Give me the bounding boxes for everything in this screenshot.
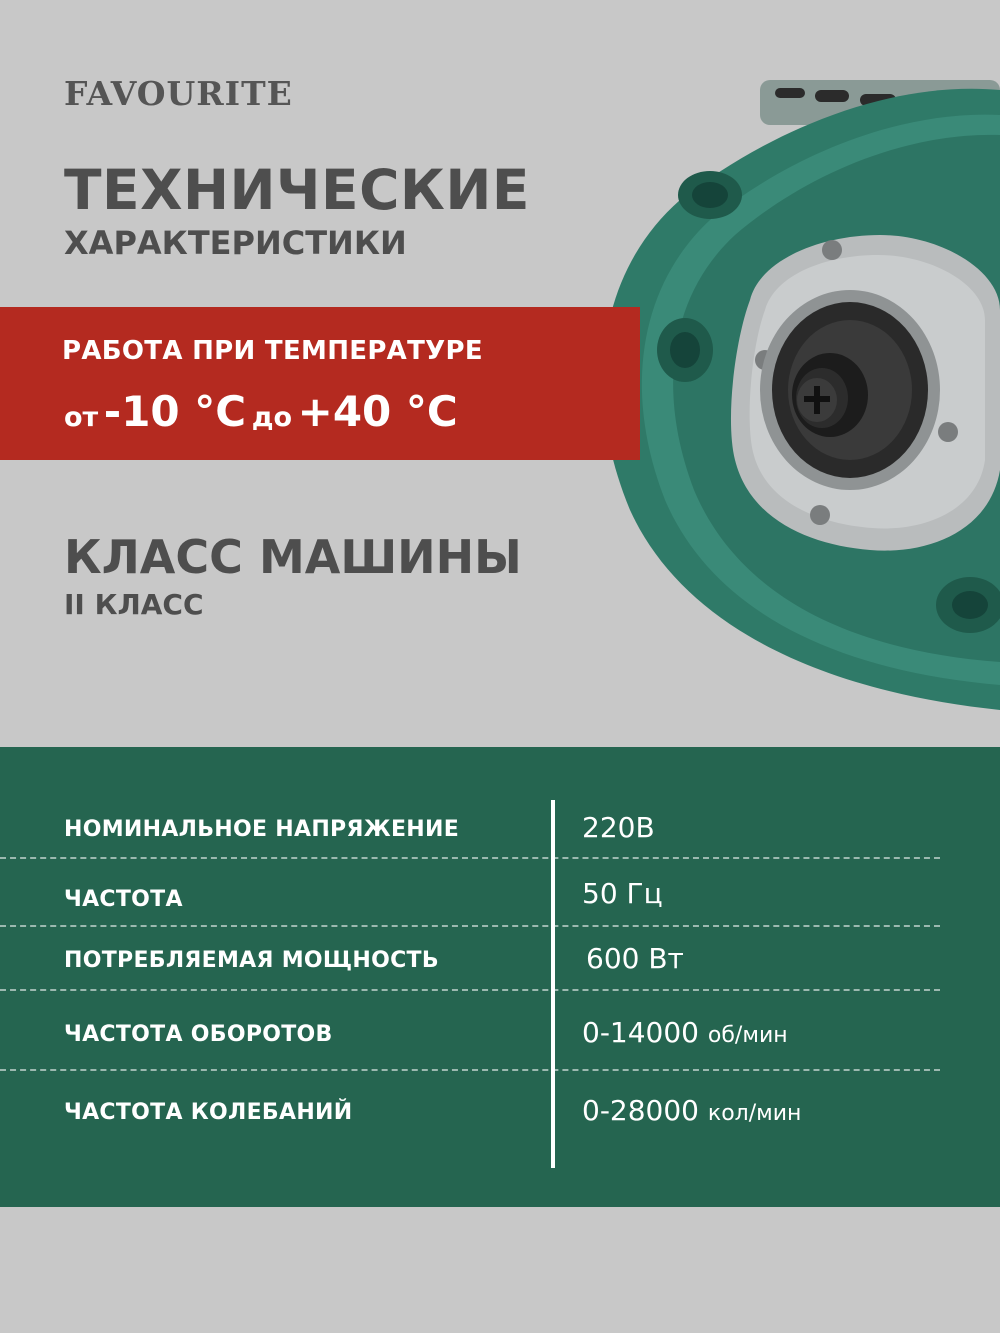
temperature-range <box>64 387 458 436</box>
spec-separator <box>0 857 940 859</box>
spec-label: ПОТРЕБЛЯЕМАЯ МОЩНОСТЬ <box>64 948 439 973</box>
phillips-screw-icon <box>797 378 837 422</box>
temperature-to-value: +40 °C <box>297 387 458 436</box>
machine-class-value: II КЛАСС <box>64 588 204 621</box>
spec-value: 220В <box>582 811 655 844</box>
temperature-banner <box>0 307 640 460</box>
spec-separator <box>0 1069 940 1071</box>
spec-separator <box>0 925 940 927</box>
spec-label: ЧАСТОТА КОЛЕБАНИЙ <box>64 1100 353 1125</box>
spec-separator <box>0 989 940 991</box>
spec-value: 600 Вт <box>586 942 684 975</box>
spec-label: ЧАСТОТА <box>64 887 183 912</box>
spec-value: 0-14000 об/мин <box>582 1016 788 1049</box>
page-title: ТЕХНИЧЕСКИЕ <box>64 158 530 222</box>
spec-value: 50 Гц <box>582 877 663 910</box>
spec-row <box>0 1016 1000 1056</box>
spec-unit: кол/мин <box>707 1101 802 1126</box>
flange-bolt-icon <box>822 240 842 260</box>
spec-table <box>0 747 1000 1207</box>
temperature-from-word: от <box>64 402 99 433</box>
spec-row <box>0 1094 1000 1134</box>
spec-unit: об/мин <box>707 1023 788 1048</box>
spec-label: НОМИНАЛЬНОЕ НАПРЯЖЕНИЕ <box>64 817 460 842</box>
brand-logo: FAVOURITE <box>64 74 293 113</box>
spec-row <box>0 811 1000 851</box>
temperature-label: РАБОТА ПРИ ТЕМПЕРАТУРЕ <box>62 336 483 366</box>
spec-row <box>0 877 1000 917</box>
spec-value: 0-28000 кол/мин <box>582 1094 802 1127</box>
temperature-to-word: до <box>251 402 293 433</box>
spec-label: ЧАСТОТА ОБОРОТОВ <box>64 1022 333 1047</box>
machine-class-title: КЛАСС МАШИНЫ <box>64 530 522 584</box>
flange-bolt-icon <box>810 505 830 525</box>
page-subtitle: ХАРАКТЕРИСТИКИ <box>64 224 407 262</box>
spec-row <box>0 942 1000 982</box>
flange-bolt-icon <box>938 422 958 442</box>
temperature-from-value: -10 °C <box>103 387 247 436</box>
